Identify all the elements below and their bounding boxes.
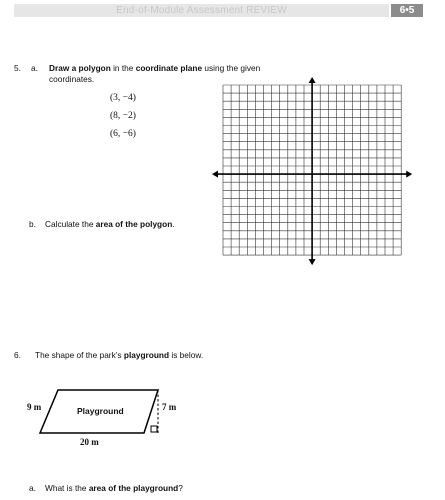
height-label: 7 m <box>162 402 177 412</box>
problem-5a-bold-polygon: Draw a polygon <box>49 63 111 73</box>
x-axis-arrow-left <box>212 171 218 178</box>
module-badge: 6•5 <box>391 4 423 17</box>
problem-6a-bold: area of the playground <box>88 483 179 493</box>
problem-6a-text: What is the area of the playground? <box>45 483 183 493</box>
problem-5b-bold: area of the polygon <box>95 219 173 229</box>
y-axis-arrow-down <box>309 259 316 265</box>
playground-label: Playground <box>77 406 124 416</box>
problem-6-bold: playground <box>123 350 170 360</box>
problem-5b-letter: b. <box>29 219 36 229</box>
problem-5b-text: Calculate the area of the polygon. <box>45 219 175 229</box>
base-length-label: 20 m <box>80 437 99 447</box>
coordinate-2: (8, −2) <box>110 111 136 121</box>
problem-6-number: 6. <box>14 350 21 360</box>
problem-5a-bold-plane: coordinate plane <box>135 63 203 73</box>
problem-5a-text-line2: coordinates. <box>49 74 95 84</box>
coordinate-3: (6, −6) <box>110 129 136 139</box>
y-axis-arrow-up <box>309 77 316 83</box>
coordinate-1: (3, −4) <box>110 93 136 103</box>
right-angle-marker <box>151 426 157 432</box>
playground-parallelogram-figure <box>30 385 170 455</box>
problem-6-text: The shape of the park’s playground is below. <box>35 350 204 360</box>
problem-5-number: 5. <box>14 63 21 73</box>
x-axis-arrow-right <box>406 171 412 178</box>
coordinate-plane-grid[interactable] <box>213 80 408 265</box>
problem-6a-letter: a. <box>29 483 36 493</box>
side-length-label: 9 m <box>27 402 42 412</box>
problem-5a-letter: a. <box>31 63 38 73</box>
problem-5a-text: Draw a polygon in the coordinate plane using the given <box>49 63 261 73</box>
module-header-title: End-of-Module Assessment REVIEW <box>14 4 389 17</box>
